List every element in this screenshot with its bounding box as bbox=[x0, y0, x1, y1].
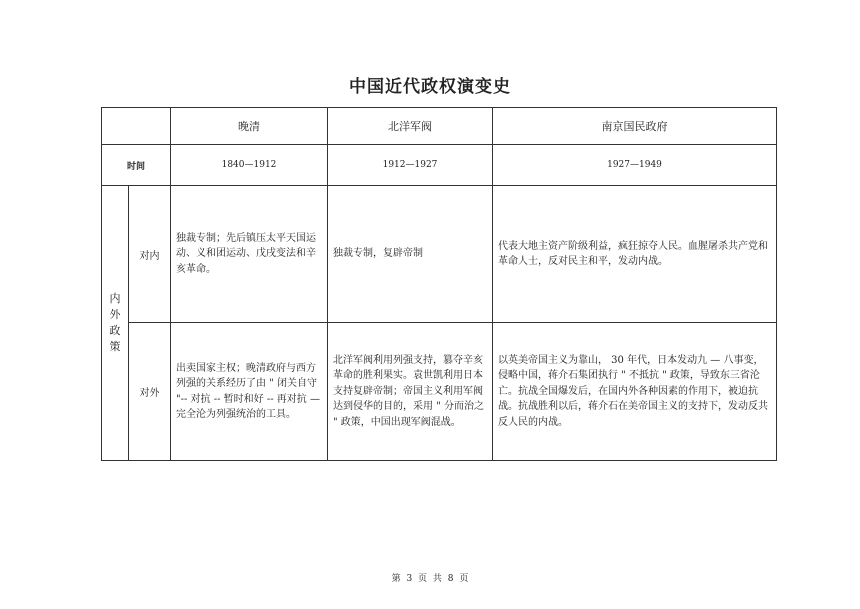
header-beiyang: 北洋军阀 bbox=[328, 108, 493, 145]
section-label-char: 外 bbox=[109, 308, 121, 321]
section-label-char: 内 bbox=[109, 292, 121, 305]
cell-foreign-late-qing: 出卖国家主权；晚清政府与西方列强的关系经历了由 " 闭关自守 "-- 对抗 -- 暂时和好 -- 再对抗 — 完全沦为列强统治的工具。 bbox=[171, 323, 328, 461]
time-nanjing: 1927—1949 bbox=[493, 145, 777, 186]
row-label-foreign: 对外 bbox=[129, 323, 171, 461]
cell-domestic-late-qing: 独裁专制；先后镇压太平天国运动、义和团运动、戊戌变法和辛亥革命。 bbox=[171, 186, 328, 323]
header-corner-cell bbox=[102, 108, 171, 145]
time-beiyang: 1912—1927 bbox=[328, 145, 493, 186]
row-label-domestic: 对内 bbox=[129, 186, 171, 323]
time-label: 时间 bbox=[102, 145, 171, 186]
table-row-domestic bbox=[102, 186, 777, 323]
section-label-char: 策 bbox=[109, 340, 121, 353]
cell-domestic-beiyang: 独裁专制，复辟帝制 bbox=[328, 186, 493, 323]
header-row bbox=[102, 108, 777, 145]
header-late-qing: 晚清 bbox=[171, 108, 328, 145]
page-footer: 第 3 页 共 8 页 bbox=[391, 574, 469, 584]
cell-foreign-beiyang: 北洋军阀利用列强支持，篡夺辛亥革命的胜利果实。袁世凯利用日本支持复辟帝制；帝国主义利用军阀达到侵华的目的，采用 " 分而治之 " 政策，中国出现军阀混战。 bbox=[328, 323, 493, 461]
time-late-qing: 1840—1912 bbox=[171, 145, 328, 186]
time-row bbox=[102, 145, 777, 186]
cell-domestic-nanjing: 代表大地主资产阶级利益，疯狂掠夺人民。血腥屠杀共产党和革命人士，反对民主和平，发动内战。 bbox=[493, 186, 777, 323]
section-label-char: 政 bbox=[109, 324, 121, 337]
table-row-foreign bbox=[102, 323, 777, 461]
section-label-policy bbox=[102, 186, 129, 461]
page-title: 中国近代政权演变史 bbox=[349, 77, 511, 97]
cell-foreign-nanjing: 以英美帝国主义为靠山， 30 年代，日本发动九 — 八事变，侵略中国，蒋介石集团执行 " 不抵抗 " 政策，导致东三省沦亡。抗战全国爆发后，在国内外各种因素的作用下，被迫抗战。抗战胜利以后，蒋介石在美帝国主义的支持下，发动反共反人民的内战。 bbox=[493, 323, 777, 461]
regime-table bbox=[101, 107, 777, 461]
header-nanjing: 南京国民政府 bbox=[493, 108, 777, 145]
